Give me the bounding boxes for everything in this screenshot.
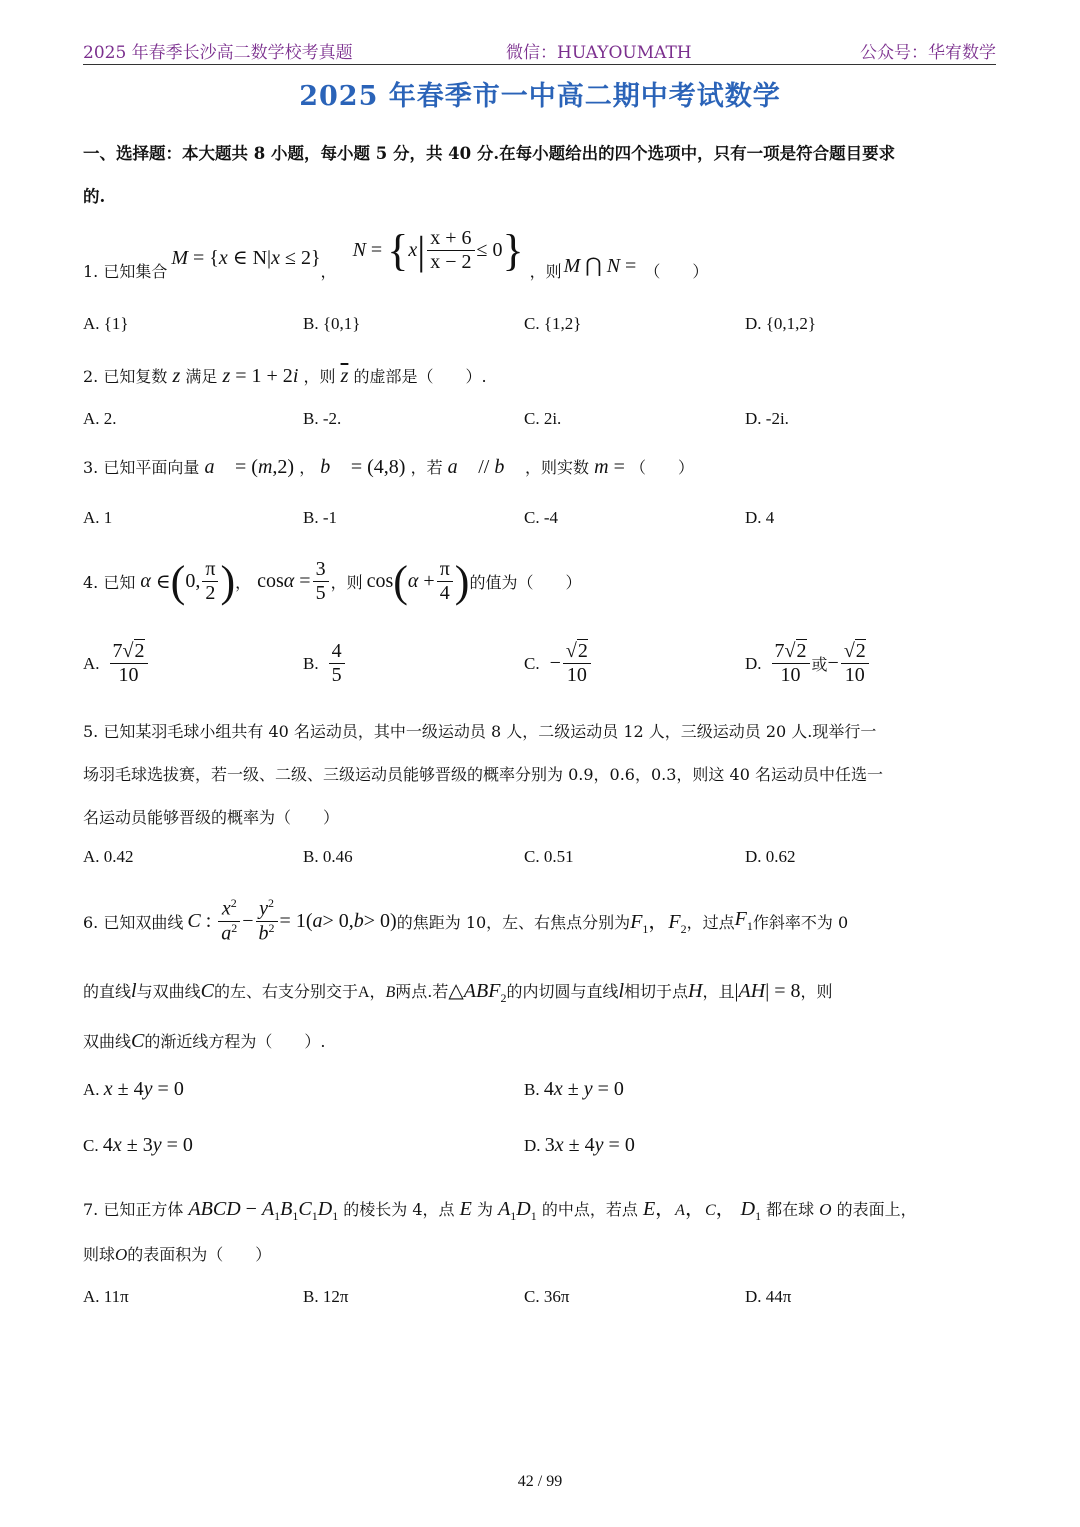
q2-option-a: A. 2. — [83, 409, 117, 428]
q6-line2-h: ，则 — [800, 982, 833, 1001]
q7-point-e: E — [459, 1198, 472, 1220]
q5-option-c: C. 0.51 — [524, 847, 574, 866]
q6-ah: |AH| = 8 — [734, 980, 801, 1002]
q4-cos-alpha: cos α = $\frac{3}{5}$ — [257, 558, 330, 605]
q4-text-b: ， — [235, 572, 252, 592]
q6-text-a: 6. 已知双曲线 — [83, 912, 184, 932]
q4-option-c — [524, 640, 593, 687]
q4-option-d-value2: $\frac{√2}{10}$ — [841, 640, 869, 687]
q1-intersection: M ⋂ N = — [563, 255, 637, 277]
q7-line2-a: 则球 — [83, 1245, 116, 1264]
q6-foci: $F_1$，$F_2$ — [630, 911, 687, 936]
q3-parallel: a⃗ // b⃗ — [447, 456, 520, 478]
q6-option-c: C. 4x ± 3y = 0 — [83, 1134, 193, 1156]
q6-line1 — [83, 894, 848, 948]
q4-option-d-value1: $\frac{7√2}{10}$ — [772, 640, 810, 687]
q7-text-a: 7. 已知正方体 — [83, 1200, 184, 1219]
q4-option-c-label: C. — [524, 653, 540, 673]
q3-option-b: B. -1 — [303, 508, 337, 527]
q1-option-d: D. {0,1,2} — [745, 314, 817, 333]
q7-option-b: B. 12π — [303, 1287, 349, 1306]
q2-z-bar: $\overline{z}$ — [340, 365, 349, 387]
q4-alpha-range: α ∈ ( 0, $\frac{\pi}{2}$ ) — [135, 556, 236, 606]
q6-text-b: 的焦距为 10，左、右焦点分别为 — [396, 912, 631, 932]
header-left: 2025 年春季长沙高二数学校考真题 — [83, 43, 353, 63]
q3-m: m = — [594, 456, 625, 478]
q4-option-d-or: 或 — [811, 657, 828, 674]
q6-triangle: $\triangle ABF_2$ — [448, 980, 507, 1005]
q6-points: A，B — [357, 984, 396, 1001]
q4-text-d: 的值为（ ） — [469, 572, 582, 592]
q2-option-d: D. -2i. — [745, 409, 789, 428]
question-1 — [83, 222, 708, 282]
q4-text-a: 4. 已知 — [83, 572, 136, 592]
page-number: 42 / 99 — [517, 1473, 563, 1490]
q3-option-a: A. 1 — [83, 508, 113, 527]
q6-line2-b: 与双曲线 — [136, 982, 201, 1001]
q4-option-c-sign: − — [549, 652, 561, 674]
header-right: 公众号：华宥数学 — [860, 43, 996, 63]
q4-option-b-value: $\frac{4}{5}$ — [329, 640, 345, 687]
q1-option-b: B. {0,1} — [303, 314, 361, 333]
q6-line3-b: 的渐近线方程为（ ）. — [144, 1032, 326, 1051]
q6-line3 — [83, 1029, 325, 1053]
q6-text-d: 作斜率不为 0 — [752, 912, 849, 932]
q6-option-d: D. 3x ± 4y = 0 — [524, 1134, 635, 1156]
q7-text-f: 的表面上， — [836, 1200, 917, 1219]
q1-tail: （ ） — [644, 262, 709, 281]
q7-option-a: A. 11π — [83, 1287, 129, 1306]
q4-option-a — [83, 640, 150, 687]
question-2 — [83, 364, 487, 388]
q2-z: z — [172, 365, 181, 387]
q7-cube: ABCD − $A_1B_1C_1D_1$ — [188, 1198, 339, 1223]
q1-connector: ， — [320, 262, 337, 281]
q4-option-b-label: B. — [303, 653, 319, 673]
section-heading-line2: 的. — [83, 187, 106, 206]
q7-text-e: 都在球 — [766, 1200, 815, 1219]
q6-hyperbola-eq: C : $\frac{x^2}{a^2}$ − $\frac{y^2}{b^2}$ = 1( a > 0, b > 0) — [187, 895, 397, 945]
q1-suffix: ，则 — [529, 262, 562, 281]
q6-option-a: A. x ± 4y = 0 — [83, 1078, 184, 1100]
q2-equation: z = 1 + 2i — [222, 365, 299, 387]
q3-text-e: （ ） — [629, 458, 694, 477]
q4-option-d-label: D. — [745, 653, 762, 673]
q3-vector-b: b⃗ = (4,8) — [320, 456, 406, 478]
q2-option-b: B. -2. — [303, 409, 342, 428]
q6-option-b: B. 4x ± y = 0 — [524, 1078, 624, 1100]
q6-line3-a: 双曲线 — [83, 1032, 132, 1051]
q3-text-a: 3. 已知平面向量 — [83, 458, 200, 477]
q6-line-l: l — [131, 980, 137, 1002]
q4-expression: cos ( α + $\frac{\pi}{4}$ ) — [366, 556, 470, 606]
q7-line2 — [83, 1242, 271, 1265]
q6-curve-c2: C — [131, 1030, 145, 1052]
q3-option-d: D. 4 — [745, 508, 775, 527]
q2-text-b: 满足 — [185, 367, 218, 386]
q7-text-d: 的中点，若点 — [541, 1200, 638, 1219]
q6-option-c-label: C. — [83, 1136, 99, 1155]
q6-line2 — [83, 978, 833, 1006]
q2-option-c: C. 2i. — [524, 409, 562, 428]
section-heading-line1: 一、选择题：本大题共 8 小题，每小题 5 分，共 40 分.在每小题给出的四个选项中，只有一项是符合题目要求 — [83, 144, 896, 163]
q6-line2-g: ，且 — [702, 982, 735, 1001]
q7-text-c: 为 — [476, 1200, 493, 1219]
question-3 — [83, 455, 694, 479]
q7-option-d: D. 44π — [745, 1287, 792, 1306]
q4-option-b — [303, 640, 347, 687]
q6-line2-a: 的直线 — [83, 982, 132, 1001]
q1-prefix: 1. 已知集合 — [83, 262, 168, 281]
q7-a1d1: $A_1D_1$ — [498, 1198, 537, 1223]
q6-line-l2: l — [618, 980, 625, 1002]
q5-option-a: A. 0.42 — [83, 847, 134, 866]
q5-line1: 5. 已知某羽毛球小组共有 40 名运动员，其中一级运动员 8 人，二级运动员 12 人，三级运动员 20 人.现举行一 — [83, 722, 877, 741]
q6-point-h: H — [688, 980, 703, 1002]
q2-text-c: ，则 — [303, 367, 336, 386]
q3-text-b: ， — [299, 458, 316, 477]
q6-line2-c: 的左、右支分别交于 — [213, 982, 358, 1001]
q3-text-d: ，则实数 — [525, 458, 590, 477]
q2-text-d: 的虚部是（ ）. — [353, 367, 487, 386]
q4-option-a-value: $\frac{7√2}{10}$ — [110, 640, 148, 687]
q5-line2: 场羽毛球选拔赛，若一级、二级、三级运动员能够晋级的概率分别为 0.9，0.6，0.3，则这 40 名运动员中任选一 — [83, 765, 883, 784]
q5-option-d: D. 0.62 — [745, 847, 796, 866]
q7-sphere-o: O — [819, 1200, 832, 1219]
q7-text-b: 的棱长为 4，点 — [343, 1200, 455, 1219]
q7-sphere-o2: O — [115, 1245, 128, 1264]
q1-set-n: N = { x | $\frac{x + 6}{x - 2}$ ≤ 0 } — [352, 226, 524, 275]
q4-option-c-value: $\frac{√2}{10}$ — [563, 640, 591, 687]
q4-option-d-sign: − — [827, 652, 839, 674]
q4-text-c: ，则 — [330, 572, 363, 592]
q6-line2-e: 的内切圆与直线 — [506, 982, 619, 1001]
q2-text-a: 2. 已知复数 — [83, 367, 168, 386]
q7-points: E，A，C， $D_1$ — [642, 1198, 762, 1223]
q6-curve-c: C — [200, 980, 214, 1002]
q4-option-d — [745, 640, 871, 687]
q6-text-c: ，过点 — [686, 912, 735, 932]
q4-option-a-label: A. — [83, 653, 100, 673]
q7-option-c: C. 36π — [524, 1287, 570, 1306]
q5-line3: 名运动员能够晋级的概率为（ ） — [83, 808, 340, 827]
page-title: 2025 年春季市一中高二期中考试数学 — [299, 81, 781, 112]
q1-option-a: A. {1} — [83, 314, 129, 333]
q1-set-m: M = {x ∈ N|x ≤ 2} — [171, 247, 321, 269]
q5-option-b: B. 0.46 — [303, 847, 353, 866]
q6-option-b-label: B. — [524, 1080, 540, 1099]
q6-f1: $F_1$ — [734, 908, 753, 933]
q1-option-c: C. {1,2} — [524, 314, 582, 333]
q6-option-d-label: D. — [524, 1136, 541, 1155]
q3-option-c: C. -4 — [524, 508, 558, 527]
q6-line2-f: 相切于点 — [624, 982, 689, 1001]
q3-vector-a: a⃗ = (m,2) — [204, 456, 295, 478]
q6-line2-d: 两点.若 — [395, 982, 449, 1001]
question-4 — [83, 552, 581, 610]
q3-text-c: ，若 — [410, 458, 443, 477]
header-middle: 微信：HUAYOUMATH — [506, 43, 692, 63]
header-divider — [83, 64, 996, 65]
q6-option-a-label: A. — [83, 1080, 100, 1099]
q7-line2-b: 的表面积为（ ） — [127, 1245, 272, 1264]
q7-line1 — [83, 1192, 917, 1224]
